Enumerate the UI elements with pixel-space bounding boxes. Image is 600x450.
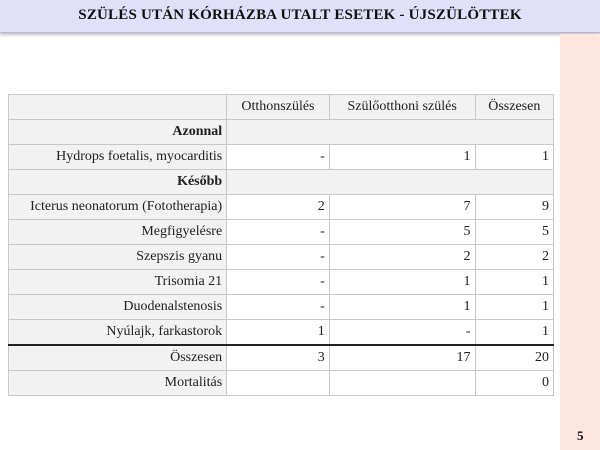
cell-home: - [227, 220, 330, 245]
group-label: Azonnal [9, 120, 227, 145]
page-number: 5 [577, 428, 584, 443]
sum-home: 3 [227, 345, 330, 371]
cell-home: - [227, 295, 330, 320]
cell-birth-center: 5 [329, 220, 475, 245]
cell-birth-center: 2 [329, 245, 475, 270]
group-filler [227, 120, 554, 145]
table-row [9, 195, 554, 220]
cell-total: 1 [475, 145, 553, 170]
cell-total: 5 [475, 220, 553, 245]
table-row [9, 295, 554, 320]
cell-home: 1 [227, 320, 330, 346]
group-row-immediate [9, 120, 554, 145]
row-label: Duodenalstenosis [9, 295, 227, 320]
cell-birth-center: 1 [329, 270, 475, 295]
row-label: Trisomia 21 [9, 270, 227, 295]
cell-home: 2 [227, 195, 330, 220]
table-row [9, 245, 554, 270]
column-header-total: Összesen [475, 95, 553, 120]
row-label: Icterus neonatorum (Fototherapia) [9, 195, 227, 220]
group-row-later [9, 170, 554, 195]
cell-home: - [227, 145, 330, 170]
data-table [8, 94, 554, 396]
cell-total: 1 [475, 270, 553, 295]
sum-total: 20 [475, 345, 553, 371]
sum-row [9, 345, 554, 371]
cell-birth-center: 7 [329, 195, 475, 220]
row-label: Nyúlajk, farkastorok [9, 320, 227, 346]
cell-home: - [227, 270, 330, 295]
slide-title: SZÜLÉS UTÁN KÓRHÁZBA UTALT ESETEK - ÚJSZÜLÖTTEK [78, 7, 522, 23]
table-row [9, 145, 554, 170]
table-row [9, 270, 554, 295]
row-label: Szepszis gyanu [9, 245, 227, 270]
header-empty-cell [9, 95, 227, 120]
column-header-birth-center: Szülőotthoni szülés [329, 95, 475, 120]
group-filler [227, 170, 554, 195]
sum-label: Összesen [9, 345, 227, 371]
row-label: Megfigyelésre [9, 220, 227, 245]
group-label: Később [9, 170, 227, 195]
cell-home: - [227, 245, 330, 270]
mortality-empty-home [227, 371, 330, 396]
cell-total: 1 [475, 320, 553, 346]
column-header-home: Otthonszülés [227, 95, 330, 120]
mortality-total: 0 [475, 371, 553, 396]
table-header-row [9, 95, 554, 120]
sum-birth-center: 17 [329, 345, 475, 371]
cell-total: 2 [475, 245, 553, 270]
table-row [9, 220, 554, 245]
table-row [9, 320, 554, 346]
cell-birth-center: 1 [329, 295, 475, 320]
cell-total: 1 [475, 295, 553, 320]
cell-total: 9 [475, 195, 553, 220]
cell-birth-center: - [329, 320, 475, 346]
cell-birth-center: 1 [329, 145, 475, 170]
slide-header [0, 0, 600, 33]
right-sidebar [560, 34, 600, 450]
mortality-row [9, 371, 554, 396]
row-label: Hydrops foetalis, myocarditis [9, 145, 227, 170]
mortality-empty-birth-center [329, 371, 475, 396]
mortality-label: Mortalitás [9, 371, 227, 396]
